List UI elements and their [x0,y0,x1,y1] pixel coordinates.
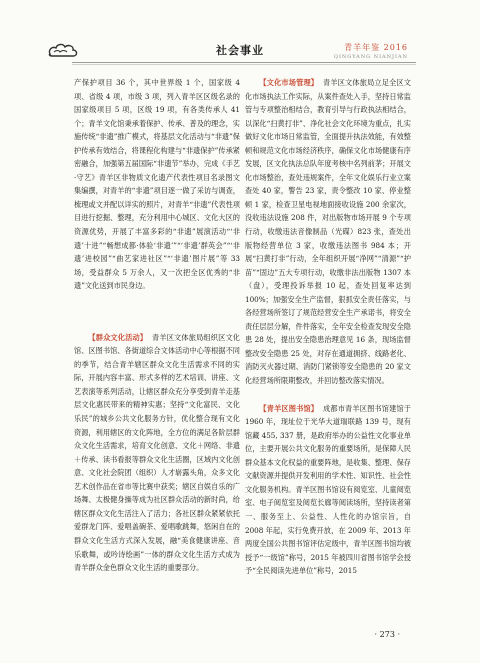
header-rule-secondary [72,64,416,65]
right-column [245,76,411,586]
spacer [74,301,240,331]
paragraph-heritage: 产保护项目 36 个，其中世界级 1 个，国家级 4 项、省级 4 项，市级 3 项，列入青羊区区级名录的国家级项目 5 项，区级 19 项，有各类传承人 41 个；青羊文化馆秉承着保护、传承、普及的理念，实施传统“非遗”推广模式，将基层文化活动与“非遗”保护传承有效结合，将课程化构建与“非遗保护”传承紧密融合，加强第五届国际“非遗节”举办，完成《手艺·守艺》青羊区非物质文化遗产代表性项目名录图文集编撰，对青羊的“非遗”项目逐一做了采访与调查，梳理或文并配以详实的照片，对青羊“非遗”代表性项目进行挖掘、整理，充分利用中心城区、文化大区的资源优势，开展了丰富多彩的“非遗”展演活动“‘非遗’十进”“畅想成都·体验‘非遗’”“‘非遗’群英会”“‘非遗’进校园”“曲艺家进社区”“‘非遗’图片展”等 33 场，受益群众 5 万余人，又一次把全区优秀的“非遗”文化送到市民身边。 [74,78,240,291]
heading-library: 【青羊区图书馆】 [259,403,319,413]
section-title: 社会事业 [216,44,264,57]
text-market-management: 青羊区文体旅局立足全区文化市场执法工作实际，从案件查处入手，坚持日常监管与专项整治相结合，教育引导与行政执法相结合，以深化“扫黄打非”、净化社会文化环境为重点，扎实做好文化市场日常监管，全面提升执法效能，有效整顿和规范文化市场经济秩序，确保文化市场健康有序发展，区文化执法总队年度考核中名列前茅；开展文化市场整治，查处违规案件，全年文化娱乐行业立案查处 40 家，警告 23 家，责令整改 10 家、停业整顿 1 家，检查卫星电视地面接收设施 200 余家次，没收违法设施 208 件，对出版物市场开展 9 个专项行动，收缴违法音像制品（光碟）823 张，查处出版物经营单位 3 家，收缴违法图书 984 本；开展“扫黄打非”行动，全年组织开展“净网”“清源”“护苗”“固边”五大专项行动，收缴非法出版物 1307 本（盘），受理投诉举报 10 起，查处回复率达到 100%；加强安全生产监督，狠抓安全责任落实，与各经营场所签订了规范经营安全生产承诺书，将安全责任层层分解，件件落实，全年安全检查发现安全隐患 28 处，提出安全隐患治理意见 16 条，现场监督整改安全隐患 25 处，对存在通道拥挤、线路老化、消防灭火器过期、消防门紧锁等安全隐患的 20 家文化经营场所限期整改，并回访整改落实情况。 [245,78,411,386]
paragraph-library [245,402,411,578]
heading-market-management: 【文化市场管理】 [259,78,319,87]
page-number: · 273 · [374,630,400,639]
text-library: 成都市青羊区图书馆建馆于 1960 年，现址位于光华大道瑞联路 139 号，现有馆藏 455, 337 册，是政府举办的公益性文化事业单位，主要开展公共文化服务的重要场所，是保障人民群众基本文化权益的重要阵地，是收集、整理、保存文献资源并提供开发利用的学术性、知识性、社会性文化服务机构。青羊区图书馆设有阅览室、儿童阅览室、电子阅览室及阅览长廊等阅读场所，坚持读者第一、服务至上、公益性、人性化的办馆宗旨，自 2008 年起，实行免费开放，在 2009 年、2013 年两度全国公共图书馆评估定级中，青羊区图书馆均被授予“一级馆”称号，2015 年被四川省图书馆学会授予“全民阅读先进单位”称号，2015 [245,403,411,576]
paragraph-market-management [245,76,411,388]
text-mass-culture: 青羊区文体旅局组织区文化馆、区图书馆、各街道综合文体活动中心等根据不同的季节，结合青羊辖区群众文化生活需求不同的实际，开展内容丰富、形式多样的艺术培训、讲座、文艺表演等系列活动，让辖区群众充分享受到青羊走基层文化惠民带来的精神实惠；坚持“文化富民、文化乐民”的城乡公共文化服务方针，优化整合现有文化资源，利用辖区的文化阵地，全方位的满足各阶层群众文化生活需求，培育文化创意、文化＋网络、非遗＋传承、读书看报等群众文化生活圈，区域内文化创意、文化社会院团（组织）人才崭露头角，众多文化艺术创作品在省市等比赛中获奖；辖区自娱自乐的广场舞、太极健身操等成为社区群众活动的新时尚，给辖区群众文化生活注入了活力；各社区群众紧紧依托爱群龙门阵、爱唱盖碗茶、爱唱歌跳舞，悠闲自在的群众文化生活方式深入发展，融“美食健康讲座、音乐歌舞，或吟诗绘画”一体的群众文化生活方式成为青羊群众金色群众文化生活的重要部分。 [74,332,240,573]
page-header [0,0,480,60]
left-column [74,76,240,583]
paragraph-mass-culture [74,331,240,575]
header-rule [72,62,416,63]
heading-mass-culture: 【群众文化活动】 [88,332,148,342]
yearbook-label: 青羊年鉴 2016 [344,43,408,52]
yearbook-pinyin: QINGYANG NIANJIAN [333,54,408,60]
